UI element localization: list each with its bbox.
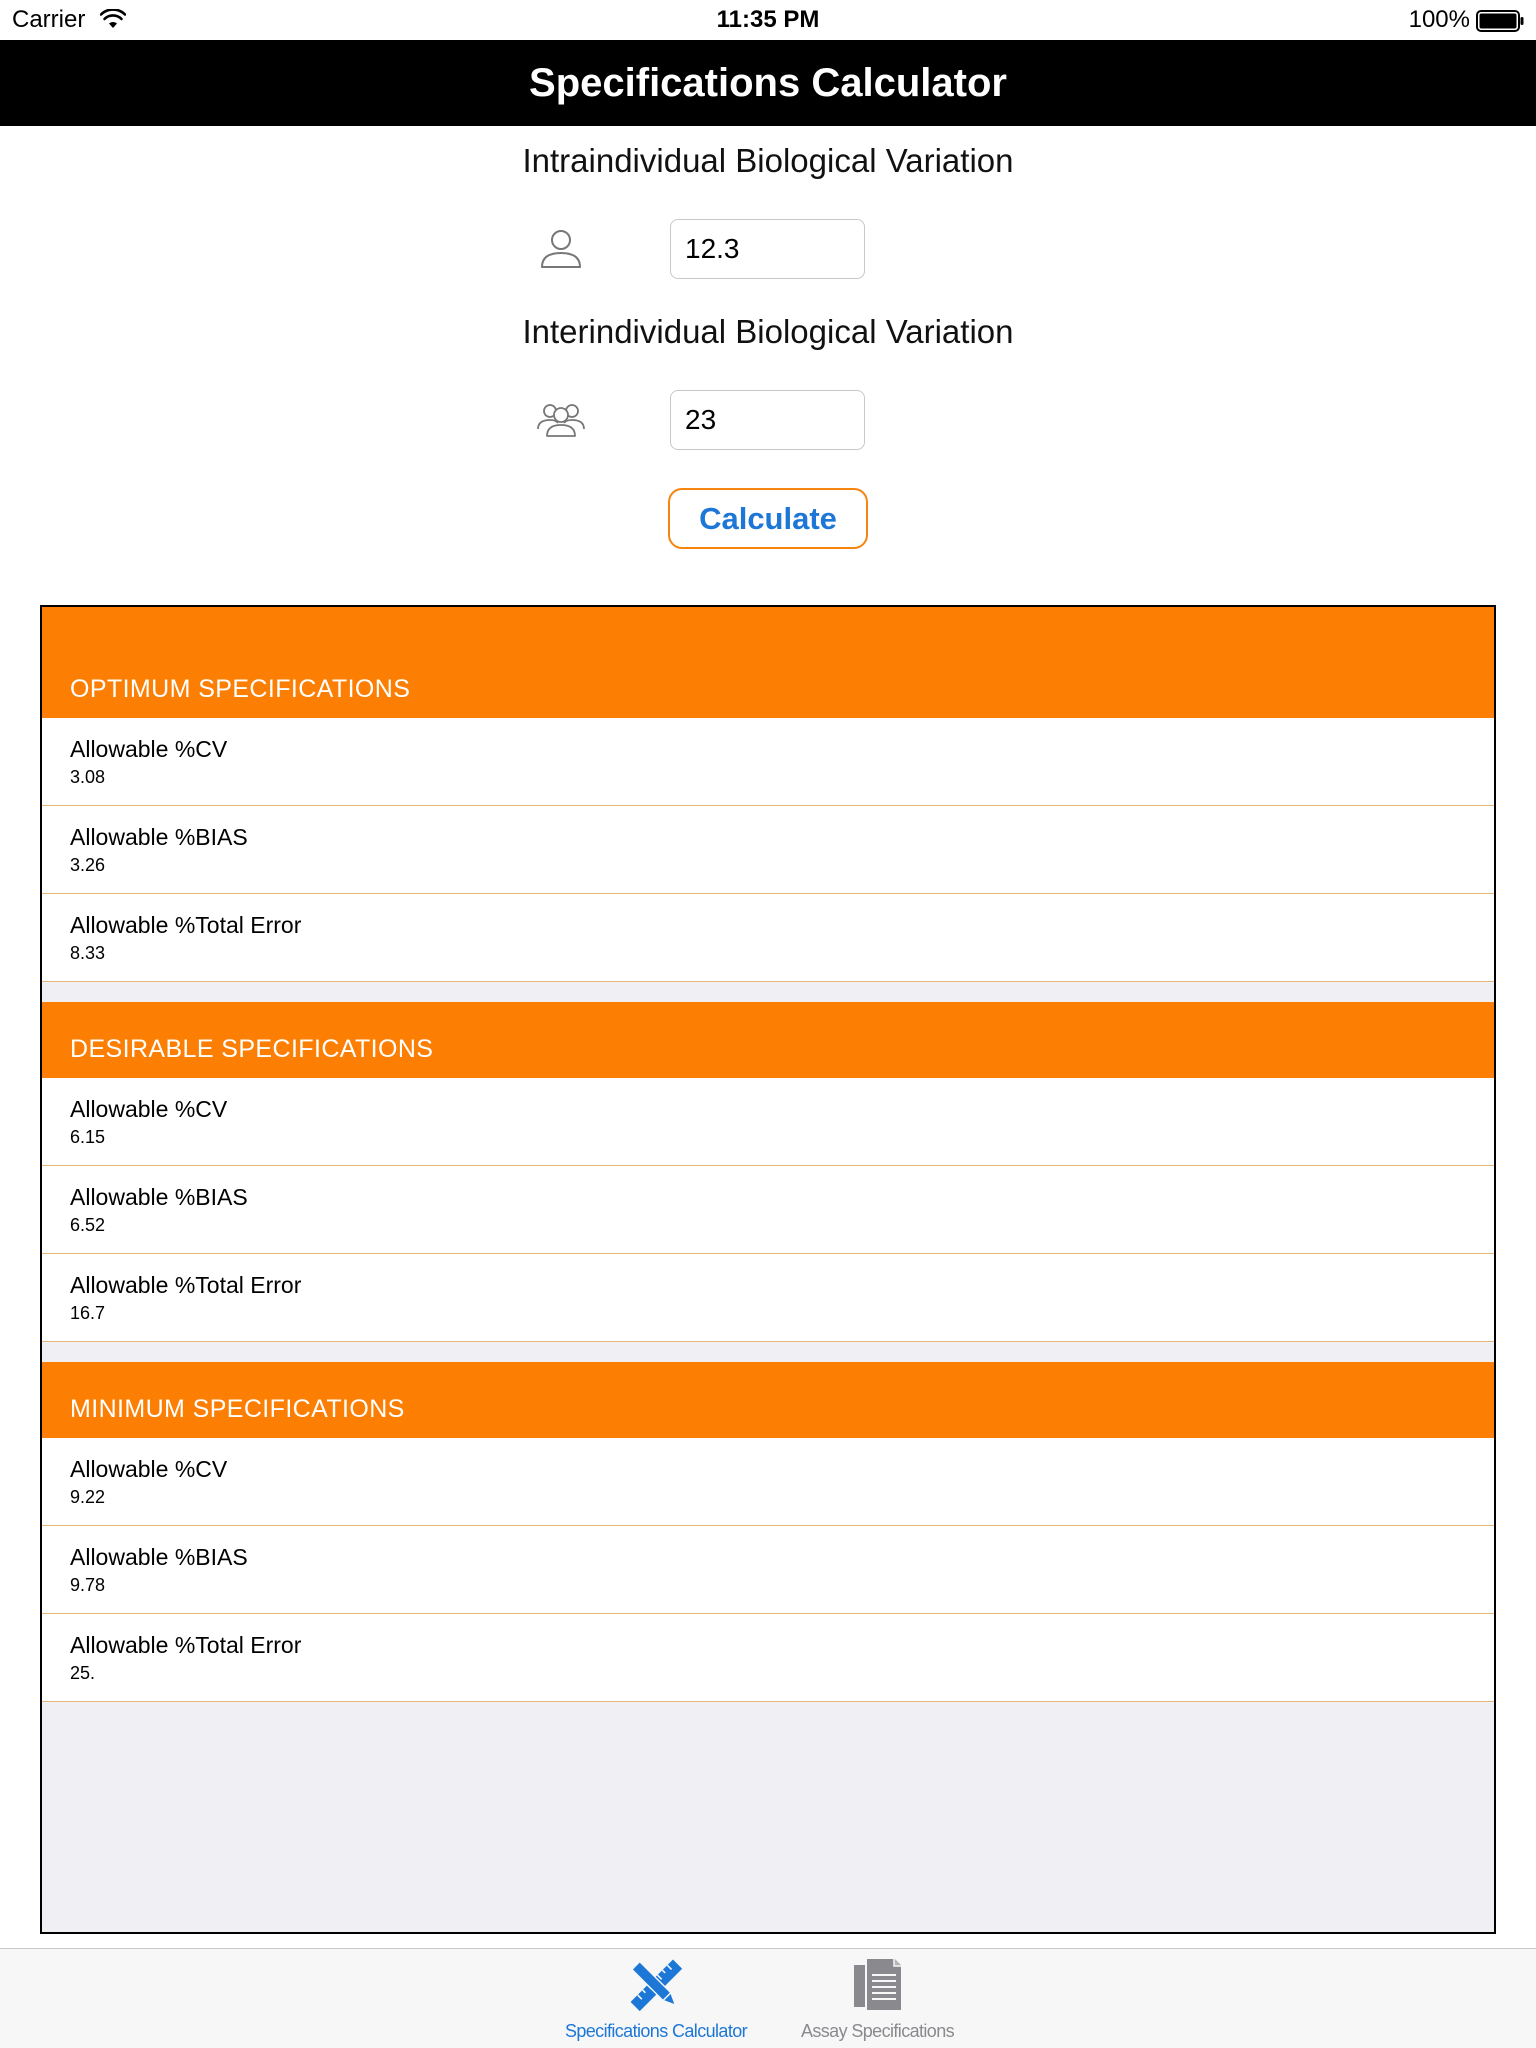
battery-icon (1476, 10, 1524, 32)
row-value: 3.26 (70, 855, 106, 875)
interindividual-input[interactable] (670, 390, 865, 450)
group-icon (536, 396, 586, 442)
navigation-bar (0, 40, 1536, 126)
page-title: Specifications Calculator (529, 61, 1007, 105)
list-item[interactable] (42, 1526, 1494, 1614)
row-value: 9.22 (70, 1487, 106, 1507)
tab-bar (0, 1948, 1536, 2048)
status-bar (0, 0, 1536, 40)
list-item[interactable] (42, 894, 1494, 982)
section-header: OPTIMUM SPECIFICATIONS (42, 607, 1494, 718)
tab-label: Assay Specifications (800, 2021, 955, 2041)
row-label: Allowable %Total Error (70, 912, 302, 938)
list-item[interactable] (42, 1166, 1494, 1254)
interindividual-label: Interindividual Biological Variation (522, 313, 1014, 350)
tab-assay-specifications[interactable] (780, 1949, 975, 2048)
optimum-specifications-section (42, 607, 1494, 982)
section-header: DESIRABLE SPECIFICATIONS (42, 1002, 1494, 1078)
tab-label: Specifications Calculator (564, 2021, 748, 2041)
row-label: Allowable %BIAS (70, 1544, 248, 1570)
intraindividual-input[interactable] (670, 219, 865, 279)
row-value: 9.78 (70, 1575, 106, 1595)
person-icon (536, 226, 586, 272)
row-label: Allowable %BIAS (70, 1184, 248, 1210)
row-value: 3.08 (70, 767, 106, 787)
desirable-specifications-section (42, 1002, 1494, 1342)
row-label: Allowable %CV (70, 1456, 228, 1482)
status-time: 11:35 PM (716, 6, 820, 33)
row-value: 6.52 (70, 1215, 106, 1235)
row-value: 25. (70, 1663, 96, 1683)
row-label: Allowable %CV (70, 736, 228, 762)
list-item[interactable] (42, 1438, 1494, 1526)
calculate-button[interactable]: Calculate (668, 488, 868, 549)
row-label: Allowable %CV (70, 1096, 228, 1122)
row-label: Allowable %Total Error (70, 1272, 302, 1298)
minimum-specifications-section (42, 1362, 1494, 1702)
results-table[interactable] (40, 605, 1496, 1934)
row-value: 6.15 (70, 1127, 106, 1147)
list-item[interactable] (42, 718, 1494, 806)
section-header: MINIMUM SPECIFICATIONS (42, 1362, 1494, 1438)
battery-percentage: 100% (1408, 6, 1470, 33)
row-value: 8.33 (70, 943, 106, 963)
tab-specifications-calculator[interactable] (556, 1949, 756, 2048)
list-item[interactable] (42, 1254, 1494, 1342)
list-item[interactable] (42, 1614, 1494, 1702)
list-item[interactable] (42, 806, 1494, 894)
intraindividual-label: Intraindividual Biological Variation (522, 142, 1014, 179)
row-label: Allowable %Total Error (70, 1632, 302, 1658)
row-label: Allowable %BIAS (70, 824, 248, 850)
list-item[interactable] (42, 1078, 1494, 1166)
row-value: 16.7 (70, 1303, 106, 1323)
carrier-label: Carrier (12, 6, 86, 33)
documents-icon (848, 1955, 908, 2015)
ruler-pencil-icon (626, 1955, 686, 2015)
